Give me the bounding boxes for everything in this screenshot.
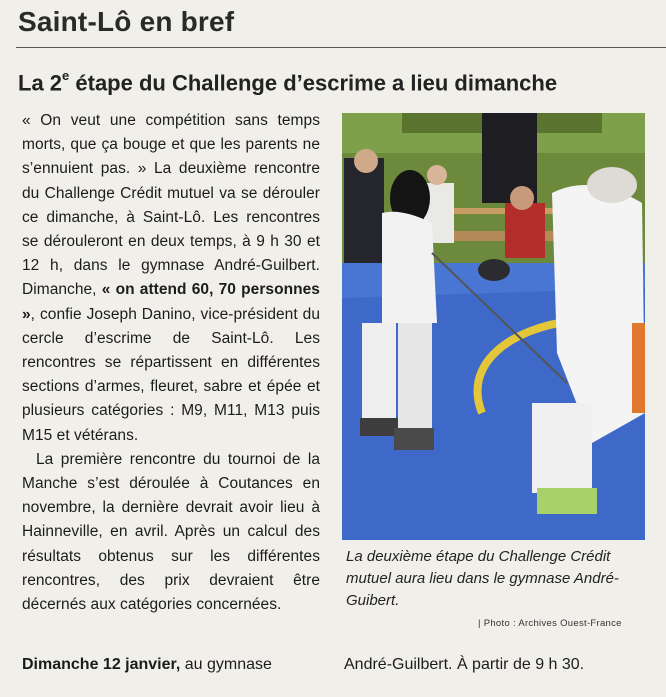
paragraph-1 — [22, 109, 320, 448]
event-venue-end: André-Guilbert. À partir de 9 h 30. — [344, 656, 585, 673]
event-info — [22, 656, 652, 674]
photo-credit: | Photo : Archives Ouest-France — [478, 618, 622, 629]
quote-bold: « on attend 60, 70 personnes » — [22, 281, 320, 323]
paragraph-1-start: « On veut une compétition sans temps morts, que ça bouge et que les parents ne s’ennuient pas. » La deuxième rencontre du Challenge Crédit mutuel va se dérouler ce dimanche, à Saint-Lô. Les rencontres se dérouleront en deux temps, à 9 h 30 et 12 h, dans le gymnase André-Guilbert. Dimanche, — [22, 112, 320, 299]
event-venue-start: au gymnase — [180, 656, 272, 673]
section-divider — [16, 47, 666, 48]
paragraph-2: La première rencontre du tournoi de la Manche s’est déroulée à Coutances en novembre, la dernière devrait avoir lieu à Hainneville, en avril. Après un calcul des résultats obtenus sur les différentes rencontres, des prix devraient être décernés aux catégories concernées. — [22, 450, 320, 614]
paragraph-1-end: , confie Joseph Danino, vice-président du cercle d’escrime de Saint-Lô. Les rencontres se répartissent en différentes sections d’armes, fleuret, sabre et épée et plusieurs catégories : M9, M11, M13 puis M15 et vétérans. — [22, 305, 320, 444]
section-title: Saint-Lô en bref — [18, 6, 235, 37]
headline-superscript: e — [62, 68, 70, 83]
headline-start: La 2 — [18, 70, 63, 96]
headline-end: étape du Challenge d’escrime a lieu dimanche — [69, 70, 558, 96]
article-headline — [18, 70, 557, 96]
fencing-photo — [342, 113, 645, 540]
photo-caption: La deuxième étape du Challenge Crédit mutuel aura lieu dans le gymnase André-Guibert. — [346, 548, 619, 609]
event-date: Dimanche 12 janvier, — [22, 656, 181, 673]
article-body — [22, 109, 320, 617]
